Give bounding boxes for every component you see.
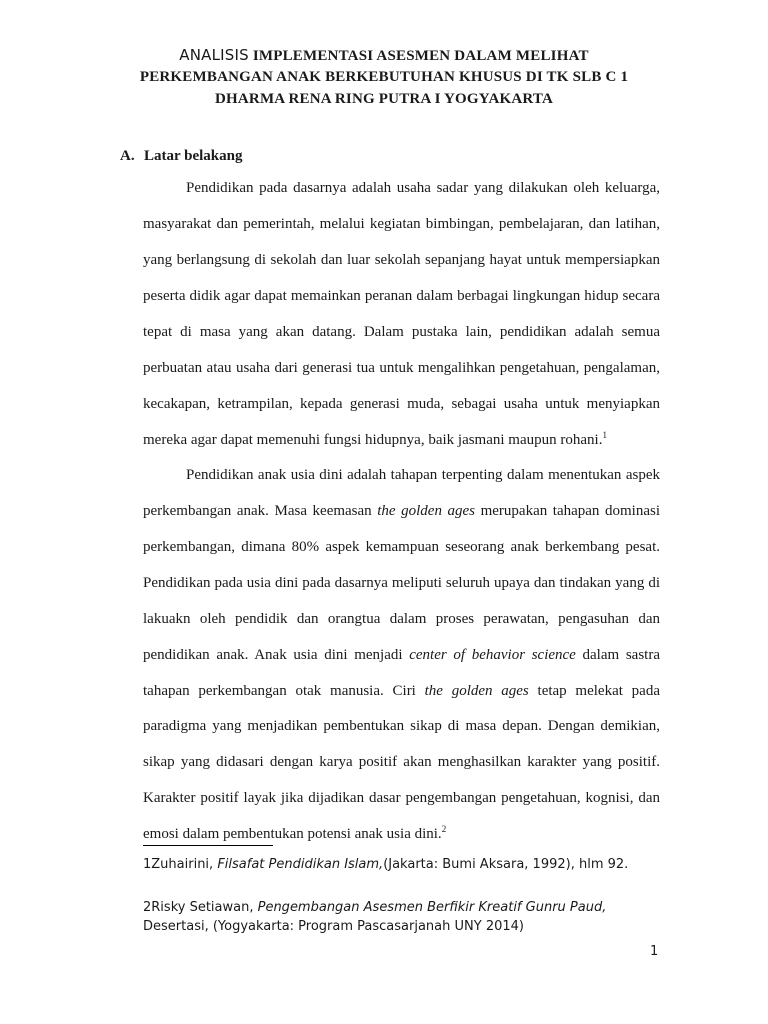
paragraph-2-line	[143, 503, 660, 520]
paragraph-2-line: emosi dalam pembentukan potensi anak usia dini.	[143, 826, 442, 842]
text-run: tetap melekat pada	[528, 683, 660, 699]
text-run: dalam sastra	[575, 647, 660, 663]
text-run: perkembangan anak. Masa keemasan	[143, 503, 378, 519]
footnote-1	[143, 857, 663, 872]
footnote-1-title: Filsafat Pendidikan Islam,	[217, 857, 384, 872]
paragraph-1-line: tepat di masa yang akan datang. Dalam pustaka lain, pendidikan adalah semua	[143, 324, 660, 340]
paragraph-2-line: sikap yang didasari dengan karya positif akan menghasilkan karakter yang positif.	[143, 754, 660, 770]
title-line-1-rest: IMPLEMENTASI ASESMEN DALAM MELIHAT	[252, 48, 589, 64]
paragraph-1-line: perbuatan atau usaha dari generasi tua untuk mengalihkan pengetahuan, pengalaman,	[143, 360, 660, 376]
title-first-word: ANALISIS	[179, 46, 249, 64]
paragraph-2-line: paradigma yang menjadikan pembentukan sikap di masa depan. Dengan demikian,	[143, 718, 660, 734]
text-run: (Jakarta: Bumi Aksara, 1992), hlm 92.	[383, 857, 629, 872]
footnote-divider	[143, 845, 273, 846]
text-run: 2Risky Setiawan,	[143, 900, 258, 915]
text-run: tahapan perkembangan otak manusia. Ciri	[143, 683, 425, 699]
paragraph-2-line: Karakter positif layak jika dijadikan dasar pengembangan pengetahuan, kognisi, dan	[143, 790, 660, 806]
paragraph-2-line	[143, 683, 660, 700]
document-title-line-1	[100, 46, 668, 65]
paragraph-2-last-line	[143, 826, 660, 843]
footnote-2-line-2: Desertasi, (Yogyakarta: Program Pascasarjanah UNY 2014)	[143, 919, 524, 934]
emphasis-text: the golden ages	[424, 683, 529, 699]
paragraph-1-line: masyarakat dan pemerintah, melalui kegiatan bimbingan, pembelajaran, dan latihan,	[143, 216, 660, 232]
footnote-2-title: Pengembangan Asesmen Berfikir Kreatif Gunru Paud,	[257, 900, 607, 915]
paragraph-2-line	[143, 647, 660, 664]
section-letter: A.	[120, 148, 135, 164]
document-title-line-2: PERKEMBANGAN ANAK BERKEBUTUHAN KHUSUS DI TK SLB C 1	[139, 69, 629, 85]
footnote-reference-1[interactable]: 1	[602, 430, 607, 440]
paragraph-1-last-line	[143, 432, 660, 449]
text-run: pendidikan anak. Anak usia dini menjadi	[143, 647, 410, 663]
emphasis-text: center of behavior science	[409, 647, 576, 663]
paragraph-1-line: Pendidikan pada dasarnya adalah usaha sadar yang dilakukan oleh keluarga,	[186, 180, 660, 196]
section-heading-text: Latar belakang	[144, 148, 243, 164]
paragraph-2-line: lakuakn oleh pendidik dan orangtua dalam proses perawatan, pengasuhan dan	[143, 611, 660, 627]
paragraph-1-line: kecakapan, ketrampilan, kepada generasi muda, sebagai usaha untuk menyiapkan	[143, 396, 660, 412]
paragraph-1-line: mereka agar dapat memenuhi fungsi hidupnya, baik jasmani maupun rohani.	[143, 432, 603, 448]
paragraph-2-line: Pendidikan pada usia dini pada dasarnya meliputi seluruh upaya dan tindakan yang di	[143, 575, 660, 591]
text-run: 1Zuhairini,	[143, 857, 218, 872]
page-number: 1	[650, 944, 659, 959]
paragraph-2-line: Pendidikan anak usia dini adalah tahapan terpenting dalam menentukan aspek	[186, 467, 660, 483]
paragraph-2-line: perkembangan, dimana 80% aspek kemampuan seseorang anak berkembang pesat.	[143, 539, 660, 555]
section-heading	[120, 148, 243, 165]
footnote-reference-2[interactable]: 2	[441, 824, 447, 834]
paragraph-1-line: yang berlangsung di sekolah dan luar sekolah sepanjang hayat untuk mempersiapkan	[143, 252, 660, 268]
text-run: merupakan tahapan dominasi	[475, 503, 660, 519]
footnote-2	[143, 900, 663, 915]
document-title-line-3: DHARMA RENA RING PUTRA I YOGYAKARTA	[214, 91, 554, 107]
emphasis-text: the golden ages	[377, 503, 476, 519]
paragraph-1-line: peserta didik agar dapat memainkan peranan dalam berbagai lingkungan hidup secara	[143, 288, 660, 304]
